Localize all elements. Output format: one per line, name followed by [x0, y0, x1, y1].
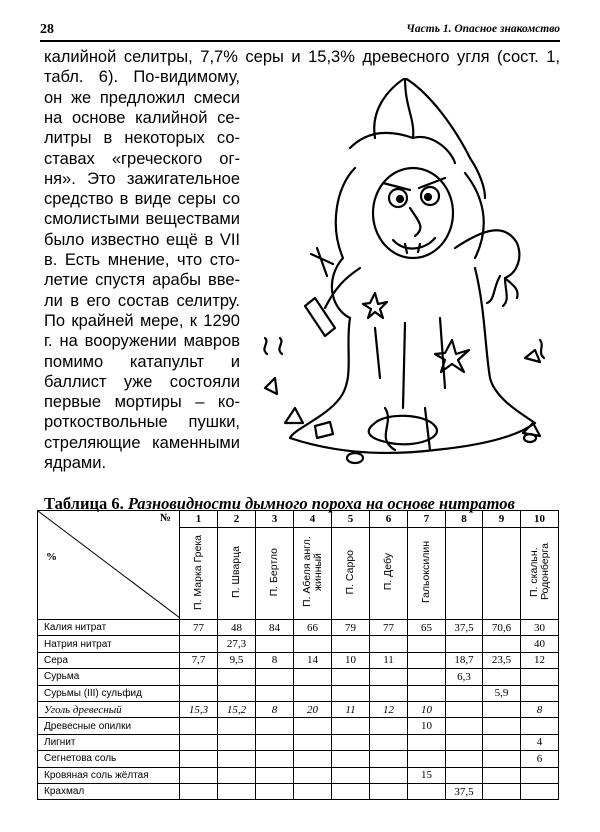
table-cell	[370, 767, 408, 783]
table-cell	[370, 685, 408, 701]
table-cell	[370, 734, 408, 750]
table-cell	[370, 718, 408, 734]
table-caption-prefix: Таблица 6.	[44, 494, 124, 513]
table-cell: 6,3	[446, 669, 483, 685]
table-cell	[483, 718, 521, 734]
table-cell	[332, 636, 370, 652]
row-label: Сегнетова соль	[38, 751, 180, 767]
table-cell: 79	[332, 620, 370, 636]
text-line: помимо катапульт и	[44, 352, 240, 371]
table-cell	[408, 783, 446, 799]
table-caption-title: Разновидности дымного пороха на основе нитратов	[127, 494, 515, 513]
page-number: 28	[40, 22, 54, 37]
column-name	[218, 528, 256, 620]
column-name-text: П. Марка Грека	[192, 534, 204, 610]
corner-diagonal	[38, 511, 180, 618]
chapter-title: Часть 1. Опасное знакомство	[406, 23, 560, 35]
table-cell: 8	[256, 652, 294, 668]
table-cell	[256, 669, 294, 685]
text-line: ядрами.	[44, 454, 107, 472]
table-row	[38, 669, 559, 685]
column-name-text: П. Дебу	[382, 553, 394, 591]
text-line: ставах «греческого ог-	[44, 149, 240, 168]
text-line: смолистыми веществами	[44, 210, 240, 229]
table-cell	[218, 783, 256, 799]
table-cell	[256, 685, 294, 701]
corner-number-label: №	[159, 512, 171, 524]
row-label: Натрия нитрат	[38, 636, 180, 652]
table-cell	[180, 767, 218, 783]
table-cell	[483, 636, 521, 652]
column-name-text: П. Сарро	[344, 549, 356, 595]
table-cell	[483, 751, 521, 767]
gunpowder-table	[37, 510, 559, 800]
column-name	[408, 528, 446, 620]
table-cell	[180, 685, 218, 701]
column-number: 5	[332, 511, 370, 528]
row-label: Крахмал	[38, 783, 180, 799]
text-line: калийной селитры, 7,7% серы и 15,3% древесного угля (сост. 1,	[44, 48, 560, 66]
table-cell	[332, 669, 370, 685]
row-label: Уголь древесный	[38, 701, 180, 717]
text-line: в. Есть мнение, что сто-	[44, 251, 240, 269]
table-cell	[446, 636, 483, 652]
table-cell: 77	[370, 620, 408, 636]
table-cell	[483, 767, 521, 783]
table-cell	[294, 783, 332, 799]
table-row	[38, 734, 559, 750]
column-number: 2	[218, 511, 256, 528]
table-cell	[332, 751, 370, 767]
text-line: ня». Это зажигательное	[44, 169, 240, 188]
table-cell	[370, 751, 408, 767]
table-cell: 77	[180, 620, 218, 636]
table-cell: 18,7	[446, 652, 483, 668]
table-cell: 30	[521, 620, 559, 636]
text-line: г. на вооружении мавров	[44, 332, 240, 351]
table-cell: 37,5	[446, 783, 483, 799]
table-cell	[408, 751, 446, 767]
column-name	[256, 528, 294, 620]
column-name	[294, 528, 332, 620]
table-cell	[256, 718, 294, 734]
table-cell	[294, 751, 332, 767]
row-label: Древесные опилки	[38, 718, 180, 734]
table-cell	[483, 783, 521, 799]
table-cell	[180, 783, 218, 799]
table-cell	[521, 718, 559, 734]
column-name-text: Гальоксилин	[420, 541, 432, 603]
column-name-text: П. Абеля англ. жинный	[300, 536, 324, 608]
table-cell	[446, 767, 483, 783]
table-cell: 10	[408, 718, 446, 734]
table-cell: 4	[521, 734, 559, 750]
table-row	[38, 783, 559, 799]
text-line: По крайней мере, к 1290	[44, 311, 240, 330]
table-cell	[332, 734, 370, 750]
column-name	[483, 528, 521, 620]
table-cell: 84	[256, 620, 294, 636]
column-name-text: П. скальн. Родонберга	[527, 543, 551, 601]
table-cell	[180, 751, 218, 767]
row-label: Сурьма	[38, 669, 180, 685]
table-cell	[294, 734, 332, 750]
row-label: Калия нитрат	[38, 620, 180, 636]
table-cell	[294, 685, 332, 701]
table-cell: 37,5	[446, 620, 483, 636]
table-row	[38, 685, 559, 701]
column-number: 4	[294, 511, 332, 528]
running-header	[40, 22, 560, 42]
column-number: 9	[483, 511, 521, 528]
table-cell	[218, 669, 256, 685]
table-cell: 66	[294, 620, 332, 636]
table-cell	[332, 767, 370, 783]
table-row	[38, 718, 559, 734]
table-cell: 27,3	[218, 636, 256, 652]
column-name-text: П. Шварца	[230, 546, 242, 598]
table-cell	[218, 767, 256, 783]
table-cell	[256, 636, 294, 652]
column-name	[446, 528, 483, 620]
table-cell	[218, 718, 256, 734]
table-cell	[408, 734, 446, 750]
table-cell	[294, 636, 332, 652]
text-line: первые мортиры – ко-	[44, 393, 240, 412]
table-cell: 5,9	[483, 685, 521, 701]
text-line: баллист уже состояли	[44, 372, 240, 391]
table-cell	[408, 669, 446, 685]
column-name	[180, 528, 218, 620]
table-row	[38, 620, 559, 636]
table-cell: 40	[521, 636, 559, 652]
table-cell: 12	[370, 701, 408, 717]
table-cell: 23,5	[483, 652, 521, 668]
text-line: литры в некоторых со-	[44, 129, 240, 148]
table-cell	[446, 718, 483, 734]
table-cell	[521, 767, 559, 783]
table-cell: 8	[256, 701, 294, 717]
table-cell	[408, 636, 446, 652]
table-cell: 7,7	[180, 652, 218, 668]
text-line: ли в его состав селитру.	[44, 291, 240, 310]
table-cell	[408, 685, 446, 701]
table-cell	[370, 669, 408, 685]
column-name	[370, 528, 408, 620]
row-label: Сурьмы (III) сульфид	[38, 685, 180, 701]
table-cell	[483, 669, 521, 685]
witch-illustration	[255, 78, 570, 478]
column-number: 10	[521, 511, 559, 528]
table-cell: 6	[521, 751, 559, 767]
column-number: 1	[180, 511, 218, 528]
row-label: Лигнит	[38, 734, 180, 750]
row-label: Кровяная соль жёлтая	[38, 767, 180, 783]
table-cell: 48	[218, 620, 256, 636]
table-cell	[370, 783, 408, 799]
table-cell	[294, 669, 332, 685]
table-cell	[408, 652, 446, 668]
table-cell	[332, 783, 370, 799]
table-cell	[521, 669, 559, 685]
table-row	[38, 701, 559, 717]
table-cell	[483, 734, 521, 750]
table-row	[38, 767, 559, 783]
table-cell	[521, 685, 559, 701]
table-cell	[521, 783, 559, 799]
table-row	[38, 751, 559, 767]
table-cell	[256, 783, 294, 799]
table-cell	[180, 669, 218, 685]
table-cell	[256, 767, 294, 783]
column-number: 7	[408, 511, 446, 528]
table-row	[38, 636, 559, 652]
table-cell	[294, 767, 332, 783]
table-cell: 65	[408, 620, 446, 636]
table-cell: 70,6	[483, 620, 521, 636]
table-cell: 15,3	[180, 701, 218, 717]
table-row	[38, 652, 559, 668]
text-line: было известно ещё в VII	[44, 230, 240, 249]
table-cell	[483, 701, 521, 717]
text-line: он же предложил смеси	[44, 88, 240, 107]
table-cell	[218, 734, 256, 750]
text-line: роткоствольные пушки,	[44, 413, 240, 432]
text-line: средство в виде серы со	[44, 190, 240, 209]
table-cell	[180, 636, 218, 652]
table-corner-cell	[38, 511, 180, 620]
table-cell	[180, 734, 218, 750]
table-cell	[256, 734, 294, 750]
text-line: стреляющие каменными	[44, 433, 240, 452]
text-line: на основе калийной се-	[44, 108, 240, 127]
table-cell: 8	[521, 701, 559, 717]
table-cell	[218, 751, 256, 767]
corner-percent-label: %	[46, 551, 57, 563]
column-name-text: П. Бертло	[268, 547, 280, 597]
table-cell: 12	[521, 652, 559, 668]
column-number: 6	[370, 511, 408, 528]
table-cell	[332, 718, 370, 734]
row-label: Сера	[38, 652, 180, 668]
table-cell	[446, 701, 483, 717]
table-cell: 15	[408, 767, 446, 783]
text-line: летие спустя арабы вве-	[44, 271, 240, 290]
column-name	[332, 528, 370, 620]
table-cell	[294, 718, 332, 734]
table-cell	[370, 636, 408, 652]
table-cell: 15,2	[218, 701, 256, 717]
column-number: 8	[446, 511, 483, 528]
table-cell	[256, 751, 294, 767]
column-number: 3	[256, 511, 294, 528]
table-cell	[446, 751, 483, 767]
table-cell: 10	[332, 652, 370, 668]
table-cell	[332, 685, 370, 701]
column-name	[521, 528, 559, 620]
table-cell	[180, 718, 218, 734]
table-cell	[446, 734, 483, 750]
table-cell: 10	[408, 701, 446, 717]
table-cell: 14	[294, 652, 332, 668]
table-cell: 11	[370, 652, 408, 668]
table-cell	[218, 685, 256, 701]
text-line: табл. 6). По-видимому,	[44, 68, 240, 87]
table-cell: 20	[294, 701, 332, 717]
table-cell	[446, 685, 483, 701]
table-cell: 11	[332, 701, 370, 717]
table-cell: 9,5	[218, 652, 256, 668]
